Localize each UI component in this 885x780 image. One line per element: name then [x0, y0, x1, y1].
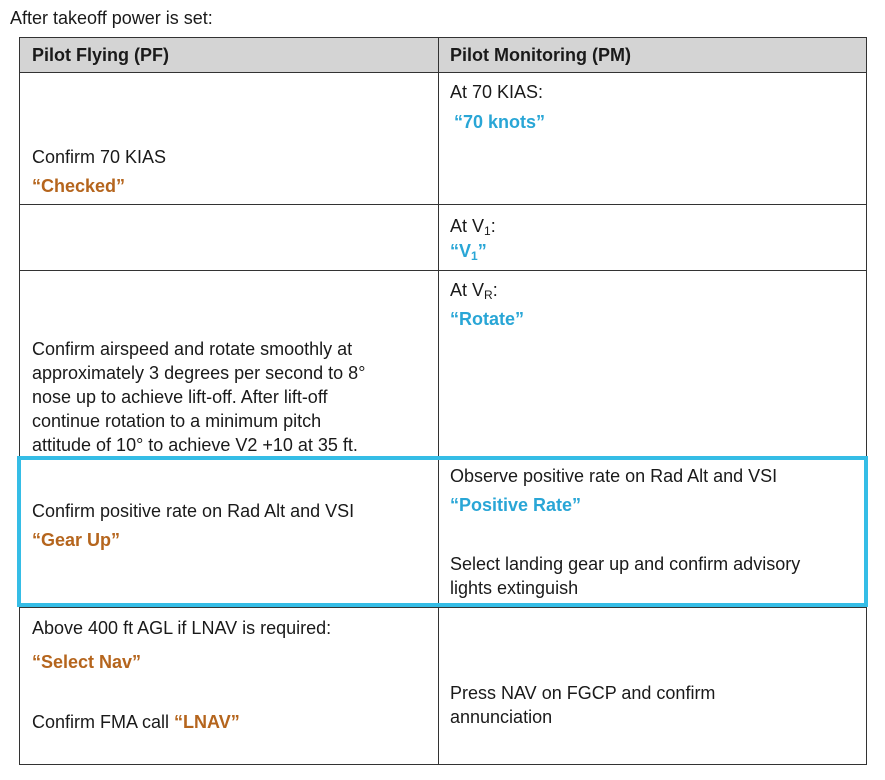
header-pilot-flying: Pilot Flying (PF): [32, 45, 169, 65]
row4-pf-call: “Gear Up”: [32, 530, 121, 550]
row5-pf-text: Above 400 ft AGL if LNAV is required:: [32, 618, 332, 638]
header-pilot-monitoring: Pilot Monitoring (PM): [450, 45, 631, 65]
row4-pm-call: “Positive Rate”: [450, 495, 582, 515]
row4-pm-text2: Select landing gear up and confirm advisory lights extinguish: [450, 554, 801, 598]
procedure-table: [19, 37, 867, 765]
row1-pm-label: At 70 KIAS:: [450, 82, 544, 102]
row1-pf-call: “Checked”: [32, 176, 126, 196]
row2-pm-label: At $V_1$:: [450, 216, 496, 238]
row5-pm-text: Press NAV on FGCP and confirm annunciation: [450, 683, 716, 727]
intro-text: After takeoff power is set:: [10, 8, 213, 28]
row3-pf-text: Confirm airspeed and rotate smoothly at approximately 3 degrees per second to 8° nose up to achieve lift-off. After lift-off continue rotation to a minimum pitch attitude of 10° to achieve V2 +10 at 35 ft.: [32, 339, 366, 455]
row-divider: [20, 607, 866, 608]
table-header: [20, 38, 866, 73]
column-divider: [438, 38, 439, 764]
row5-pf-text2: Confirm FMA call “LNAV”: [32, 712, 240, 732]
row5-pf-call: “Select Nav”: [32, 652, 142, 672]
row-divider: [20, 204, 866, 205]
row4-pf-text: Confirm positive rate on Rad Alt and VSI: [32, 501, 355, 521]
row2-pm-call: “$V_1$”: [450, 241, 487, 263]
row5-pf-call2: “LNAV”: [174, 712, 240, 732]
row3-pm-call: “Rotate”: [450, 309, 525, 329]
row1-pm-call: “70 knots”: [454, 112, 546, 132]
highlight-box: [17, 456, 868, 607]
row3-pm-label: At $V_R$:: [450, 280, 498, 302]
row1-pf-text: Confirm 70 KIAS: [32, 147, 167, 167]
row4-pm-text: Observe positive rate on Rad Alt and VSI: [450, 466, 778, 486]
row-divider: [20, 270, 866, 271]
